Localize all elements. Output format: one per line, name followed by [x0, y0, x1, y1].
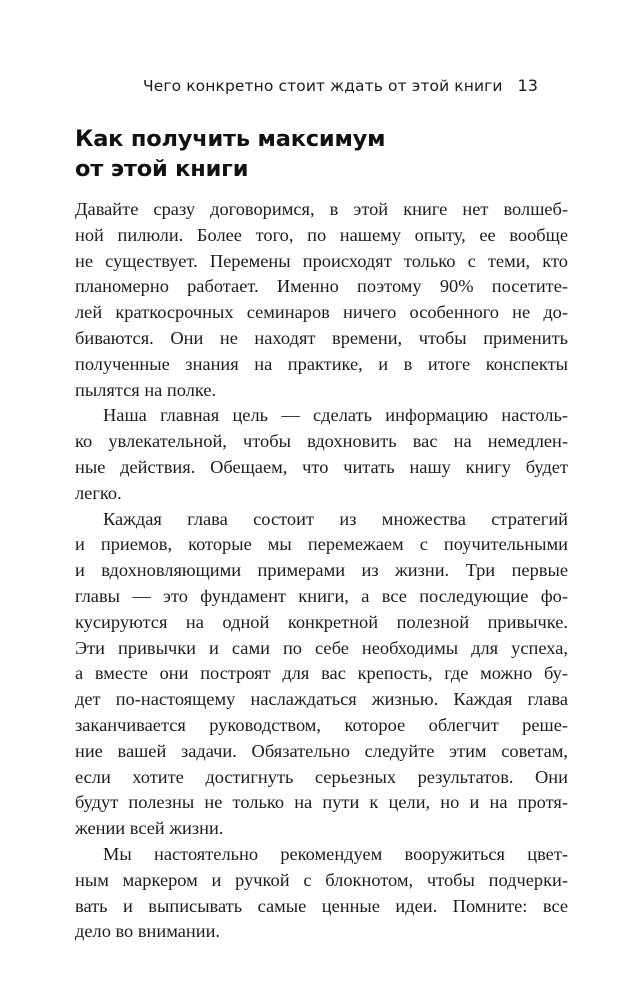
text-line: ные действия. Обещаем, что читать нашу книгу будет [75, 456, 568, 477]
text-line: дет по-настоящему наслаждаться жизнью. Каждая глава [75, 689, 568, 710]
text-line: и вдохновляющими примерами из жизни. Три первые [75, 560, 568, 581]
text-line: Мы настоятельно рекомендуем вооружиться цвет- [103, 843, 568, 864]
text-line: дело во внимании. [75, 921, 221, 942]
text-line: Каждая глава состоит из множества стратегий [103, 508, 568, 529]
paragraph-1 [75, 197, 568, 403]
text-line: и приемов, которые мы перемежаем с поучительными [75, 534, 568, 555]
text-line: полученные знания на практике, и в итоге конспекты [75, 353, 568, 374]
paragraph-2 [75, 403, 568, 506]
text-line: легко. [75, 482, 122, 503]
text-line: будут полезны не только на пути к цели, но и на протя- [75, 792, 568, 813]
page-number: 13 [517, 76, 538, 95]
text-line: заканчивается руководством, которое облегчит реше- [75, 714, 568, 735]
paragraph-4 [75, 842, 568, 945]
text-line: пылятся на полке. [75, 379, 217, 400]
text-line: ко увлекательной, чтобы вдохновить вас на немедлен- [75, 431, 568, 452]
section-heading-line: Как получить максимум [75, 126, 386, 152]
text-line: ной пилюли. Более того, по нашему опыту, ее вообще [75, 224, 568, 245]
text-line: лей краткосрочных семинаров ничего особенного не до- [75, 302, 568, 323]
text-line: кусируются на одной конкретной полезной привычке. [75, 611, 568, 632]
text-line: жении всей жизни. [75, 818, 224, 839]
text-line: а вместе они построят для вас крепость, где можно бу- [75, 663, 568, 684]
running-title: Чего конкретно стоит ждать от этой книги [143, 77, 503, 95]
running-header [143, 76, 538, 95]
text-line: главы — это фундамент книги, а все последующие фо- [75, 585, 568, 606]
text-line: Давайте сразу договоримся, в этой книге нет волшеб- [75, 199, 568, 219]
text-line: если хотите достигнуть серьезных результатов. Они [75, 766, 568, 787]
paragraph-3 [75, 507, 568, 842]
text-line: ние вашей задачи. Обязательно следуйте этим советам, [75, 740, 568, 761]
text-line: ным маркером и ручкой с блокнотом, чтобы подчерки- [75, 869, 568, 890]
text-line: биваются. Они не находят времени, чтобы применить [75, 327, 568, 348]
text-line: не существует. Перемены происходят только с теми, кто [75, 250, 568, 271]
text-line: Эти привычки и сами по себе необходимы для успеха, [75, 637, 568, 658]
body-text [75, 197, 568, 945]
text-line: планомерно работает. Именно поэтому 90% посетите- [75, 276, 568, 297]
section-heading [75, 124, 385, 184]
text-line: вать и выписывать самые ценные идеи. Помните: все [75, 895, 568, 916]
section-heading-line: от этой книги [75, 156, 249, 182]
text-line: Наша главная цель — сделать информацию настоль- [103, 405, 568, 426]
